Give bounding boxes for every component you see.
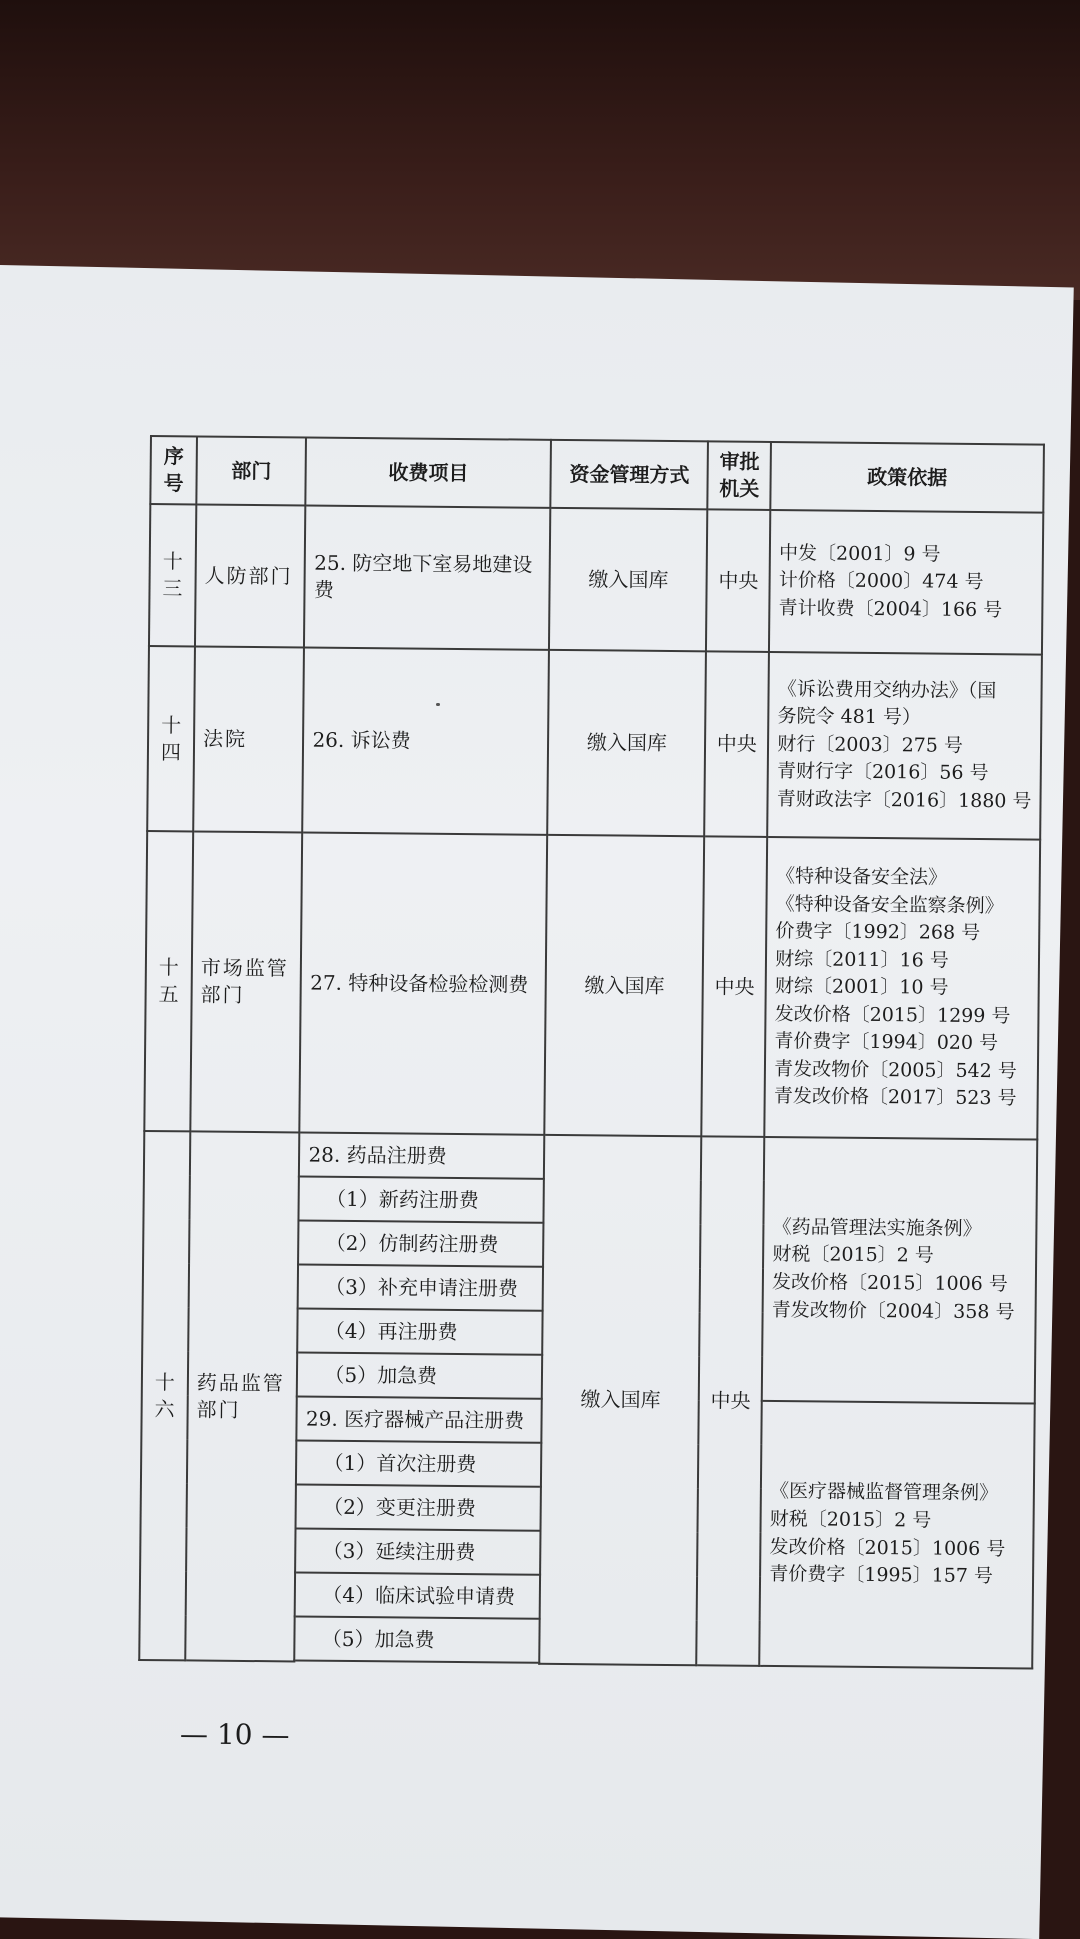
row-policy-basis <box>767 652 1042 840</box>
fee-table <box>138 435 1045 1670</box>
row-policy-basis <box>762 1137 1037 1404</box>
sub-fee-item: （3）延续注册费 <box>296 1528 541 1574</box>
sub-fee-item: （4）再注册费 <box>298 1308 543 1354</box>
row-serial: 十五 <box>144 831 193 1131</box>
policy-line: 发改价格〔2015〕1006 号 <box>772 1271 1008 1296</box>
row-serial: 十六 <box>139 1131 190 1660</box>
policy-line: 青计收费〔2004〕166 号 <box>778 596 1003 621</box>
policy-line: 务院令 481 号） <box>777 705 922 729</box>
policy-line: 财行〔2003〕275 号 <box>777 732 964 757</box>
sub-fee-item: （5）加急费 <box>297 1352 542 1398</box>
row-serial: 十四 <box>147 646 195 831</box>
row-approval-authority: 中央 <box>702 836 768 1137</box>
policy-line: 青发改物价〔2004〕358 号 <box>771 1298 1015 1323</box>
row-department: 人防部门 <box>195 504 306 647</box>
row-fund-management: 缴入国库 <box>540 1135 702 1665</box>
policy-line: 发改价格〔2015〕1006 号 <box>769 1535 1006 1560</box>
policy-line: 青财政法字〔2016〕1880 号 <box>776 787 1032 813</box>
sub-fee-item: （4）临床试验申请费 <box>295 1572 540 1618</box>
row-approval-authority: 中央 <box>705 651 770 837</box>
row-approval-authority: 中央 <box>697 1136 765 1666</box>
row-fee-item: 27. 特种设备检验检测费 <box>300 832 548 1134</box>
policy-line: 青发改价格〔2017〕523 号 <box>773 1085 1017 1110</box>
header-approval-authority: 审批机关 <box>708 441 771 510</box>
table-row <box>144 831 1040 1140</box>
row-fee-item: 25. 防空地下室易地建设费 <box>304 505 550 649</box>
policy-line: 《特种设备安全法》 <box>775 865 948 889</box>
sub-fee-item: （1）新药注册费 <box>299 1176 544 1222</box>
row-policy-basis <box>769 510 1043 655</box>
sub-fee-item: （2）变更注册费 <box>296 1484 541 1530</box>
header-fund-management: 资金管理方式 <box>551 440 709 510</box>
row-fee-item: 26. 诉讼费 <box>303 647 550 834</box>
policy-line: 中发〔2001〕9 号 <box>779 541 941 566</box>
policy-line: 青发改物价〔2005〕542 号 <box>774 1057 1017 1083</box>
row-approval-authority: 中央 <box>706 509 770 652</box>
sub-fee-item: （5）加急费 <box>295 1616 540 1662</box>
header-fee-item: 收费项目 <box>306 438 552 508</box>
row-department: 市场监管部门 <box>190 831 302 1132</box>
policy-line: 《药品管理法实施条例》 <box>772 1215 982 1240</box>
policy-line: 《医疗器械监督管理条例》 <box>770 1480 999 1505</box>
row-department: 药品监管部门 <box>185 1131 300 1661</box>
policy-line: 财税〔2015〕2 号 <box>772 1243 934 1268</box>
table-row <box>144 1131 1037 1184</box>
policy-line: 财综〔2001〕10 号 <box>774 975 949 999</box>
sub-fee-item: （3）补充申请注册费 <box>298 1264 543 1310</box>
row-fee-item: 28. 药品注册费 <box>299 1132 544 1178</box>
row-fund-management: 缴入国库 <box>549 508 707 652</box>
row-policy-basis <box>759 1401 1034 1669</box>
policy-line: 青价费字〔1995〕157 号 <box>769 1563 994 1588</box>
page-number: — 10 — <box>179 1717 290 1752</box>
header-policy-basis: 政策依据 <box>771 442 1044 513</box>
policy-line: 财综〔2011〕16 号 <box>775 947 949 972</box>
row-policy-basis <box>765 837 1041 1140</box>
header-department: 部门 <box>196 436 306 505</box>
row-fund-management: 缴入国库 <box>545 835 705 1136</box>
table-header-row <box>150 436 1044 513</box>
row-serial: 十三 <box>149 504 196 646</box>
row-fund-management: 缴入国库 <box>547 650 706 836</box>
policy-line: 青财行字〔2016〕56 号 <box>776 760 989 785</box>
sub-fee-item: （2）仿制药注册费 <box>298 1220 543 1266</box>
policy-line: 青价费字〔1994〕020 号 <box>774 1030 999 1055</box>
header-serial: 序号 <box>150 436 197 504</box>
ink-dot <box>436 703 440 706</box>
policy-line: 发改价格〔2015〕1299 号 <box>774 1002 1011 1028</box>
row-fee-item: 29. 医疗器械产品注册费 <box>297 1396 542 1442</box>
policy-line: 财税〔2015〕2 号 <box>769 1507 932 1532</box>
sub-fee-item: （1）首次注册费 <box>296 1440 541 1486</box>
policy-line: 《诉讼费用交纳办法》（国 <box>777 677 997 702</box>
table-row <box>147 646 1042 840</box>
table-row <box>149 504 1043 655</box>
policy-line: 《特种设备安全监察条例》 <box>775 892 1004 917</box>
policy-line: 计价格〔2000〕474 号 <box>778 569 984 594</box>
policy-line: 价费字〔1992〕268 号 <box>775 920 981 945</box>
row-department: 法院 <box>193 646 304 832</box>
